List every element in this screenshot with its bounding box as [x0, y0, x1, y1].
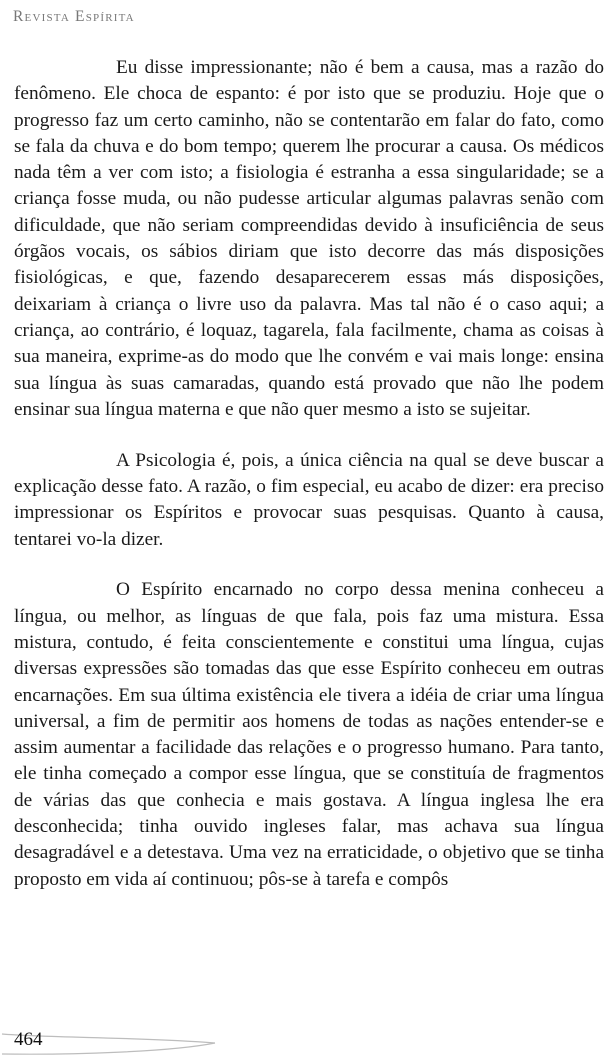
running-header: Revista Espírita [13, 8, 135, 25]
paragraph-1: Eu disse impressionante; não é bem a causa, mas a razão do fenômeno. Ele choca de espanto: é por isto que se produziu. Hoje que o progresso faz um certo caminho, não se contentarão em falar do fato, como se fala da chuva e do bom tempo; querem lhe procurar a causa. Os médicos nada têm a ver com isto; a fisiologia é estranha a essa singularidade; se a criança fosse muda, ou não pudesse articular algumas palavras senão com dificuldade, que não seriam compreendidas devido à insuficiência de seus órgãos vocais, os sábios diriam que isto decorre das más disposições fisiológicas, e que, fazendo desaparecerem essas más disposições, deixariam à criança o livre uso da palavra. Mas tal não é o caso aqui; a criança, ao contrário, é loquaz, tagarela, fala facilmente, chama as coisas à sua maneira, exprime-as do modo que lhe convém e vai mais longe: ensina sua língua às suas camaradas, quando está provado que não lhe podem ensinar sua língua materna e que não quer mesmo a isto se sujeitar. [14, 57, 604, 420]
paragraph-3: O Espírito encarnado no corpo dessa menina conheceu a língua, ou melhor, as línguas de que fala, pois faz uma mistura. Essa mistura, contudo, é feita conscientemente e constitui uma língua, cujas diversas expressões são tomadas das que esse Espírito conheceu em outras encarnações. Em sua última existência ele tivera a idéia de criar uma língua universal, a fim de permitir aos homens de todas as nações entender-se e assim aumentar a facilidade das relações e o progresso humano. Para tanto, ele tinha começado a compor esse língua, que se constituía de fragmentos de várias das que conhecia e mais gostava. A língua inglesa lhe era desconhecida; tinha ouvido ingleses falar, mas achava sua língua desagradável e a detestava. Uma vez na erraticidade, o objetivo que se tinha proposto em vida aí continuou; pôs-se à tarefa e compôs [14, 579, 604, 890]
paragraph-2: A Psicologia é, pois, a única ciência na qual se deve buscar a explicação desse fato. A razão, o fim especial, eu acabo de dizer: era preciso impressionar os Espíritos e provocar suas pesquisas. Quanto à causa, tentarei vo-la dizer. [14, 449, 604, 550]
page-number: 464 [14, 1029, 43, 1050]
body-text [14, 55, 604, 893]
